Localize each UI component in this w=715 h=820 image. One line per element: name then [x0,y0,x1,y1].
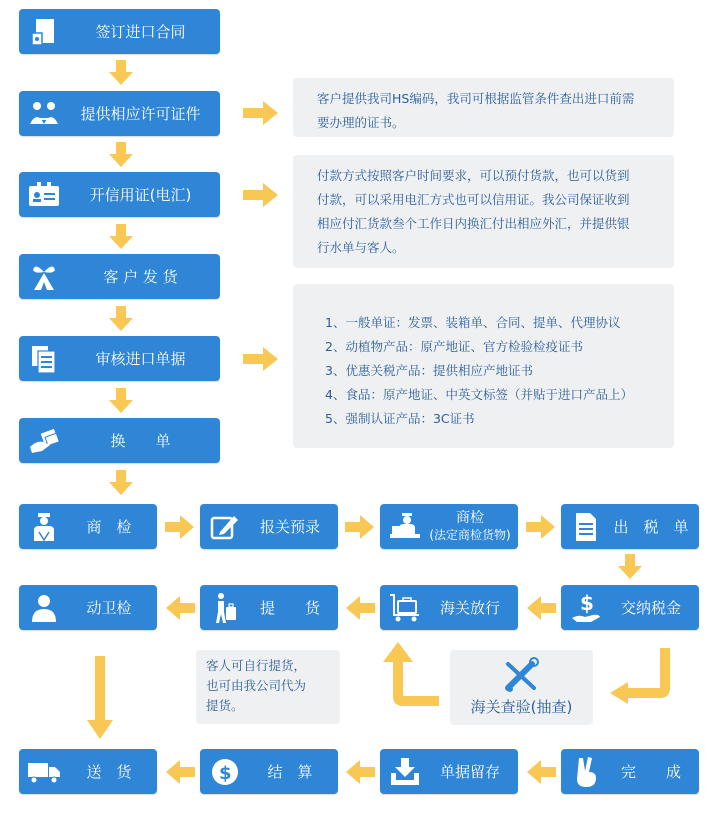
people-icon [27,97,61,131]
edit-icon [208,510,242,544]
hand-dollar-icon [569,591,603,625]
note-line: 提货。 [206,698,244,713]
arrow-left [345,759,375,785]
arrow-down [108,470,134,496]
note-line: 行水单与客人。 [317,240,405,255]
step-settlement [200,749,338,794]
arrow-left [165,759,195,785]
note-line: 4、食品：原产地证、中英文标签（并贴于进口产品上） [325,387,633,402]
hand-card-icon [27,424,61,458]
victory-hand-icon [569,755,603,789]
svg-text:$: $ [580,591,594,615]
arrow-down [108,224,134,250]
step-label: 开信用证(电汇) [89,185,192,204]
step-pay-tax [561,585,699,630]
arrow-down [108,388,134,414]
arrow-left [526,759,556,785]
document-icon [569,510,603,544]
step-label-sub: (法定商检货物) [429,527,511,542]
note-line: 相应付汇货款叁个工作日内换汇付出相应外汇，并提供银 [317,216,630,231]
step-label: 交纳税金 [620,598,681,617]
step-tax-bill [561,504,699,549]
note-line: 3、优惠关税产品：提供相应产地证书 [325,363,533,378]
note-line: 2、动植物产品：原产地证、官方检验检疫证书 [325,339,583,354]
gift-icon [27,260,61,294]
step-health-inspection [19,585,157,630]
step-sign-contract [19,9,220,54]
step-label: 出 税 单 [613,517,689,536]
officer-desk-icon [388,510,422,544]
step-label-main: 商检 [456,509,484,526]
arrow-down [108,142,134,168]
arrow-left [165,595,195,621]
note-line: 5、强制认证产品：3C证书 [325,411,475,426]
note-line: 客户提供我司HS编码，我司可根据监管条件查出进口前需 [317,91,635,106]
step-review-docs [19,336,220,381]
step-label: 海关查验(抽查) [470,698,573,716]
arrow-right [526,514,556,540]
note-line: 客人可自行提货， [206,658,307,673]
svg-text:$: $ [219,762,232,784]
luggage-cart-icon [388,591,422,625]
step-label: 审核进口单据 [95,349,186,368]
inbox-download-icon [388,755,422,789]
step-customs-inspection [450,650,593,725]
step-legal-inspection [380,504,518,549]
step-customs-release [380,585,518,630]
arrow-left [526,595,556,621]
note-hs-code [293,78,674,137]
step-commodity-inspection [19,504,157,549]
truck-icon [27,755,61,789]
step-customer-ship [19,254,220,299]
step-pickup [200,585,338,630]
arrow-right [345,514,375,540]
step-exchange-docs [19,418,220,463]
step-complete [561,749,699,794]
arrow-turn-down-left [606,648,676,704]
note-pickup [196,650,340,724]
step-label: 客 户 发 货 [103,267,178,286]
note-payment [293,155,674,268]
note-line: 付款，可以采用电汇方式也可以信用证。我公司保证收到 [317,192,630,207]
person-icon [27,591,61,625]
step-open-credit [19,172,220,217]
syringe-tools-icon [502,656,542,698]
step-label: 提供相应许可证件 [80,104,201,123]
arrow-down [617,554,643,580]
arrow-down [108,306,134,332]
note-documents [293,284,674,448]
arrow-left [345,595,375,621]
contract-icon [27,15,61,49]
arrow-down [108,60,134,86]
arrow-right [243,100,279,126]
step-label: 签订进口合同 [95,22,186,41]
step-label: 提 货 [259,598,320,617]
step-label: 单据留存 [439,762,500,781]
officer-icon [27,510,61,544]
documents-icon [27,342,61,376]
traveler-icon [208,591,242,625]
note-line: 付款方式按照客户时间要求，可以预付货款，也可以货到 [317,168,630,183]
step-label: 报关预录 [259,517,320,536]
step-customs-prerecord [200,504,338,549]
step-provide-license [19,91,220,136]
arrow-turn-up [381,640,441,716]
step-archive-docs [380,749,518,794]
step-label: 海关放行 [439,598,500,617]
arrow-right [243,182,279,208]
step-label: 商 检 [86,517,132,536]
arrow-down-long [86,656,114,740]
step-label: 完 成 [620,762,681,781]
step-label [422,510,518,544]
step-label: 结 算 [267,762,313,781]
note-line: 也可由我公司代为 [206,678,307,693]
id-card-icon [27,178,61,212]
step-label: 动卫检 [86,598,132,617]
dollar-coin-icon [208,755,242,789]
note-line: 要办理的证书。 [317,115,405,130]
arrow-right [165,514,195,540]
step-label: 换 单 [110,431,171,450]
step-label: 送 货 [86,762,132,781]
note-line: 1、一般单证：发票、装箱单、合同、提单、代理协议 [325,315,621,330]
step-delivery [19,749,157,794]
arrow-right [243,346,279,372]
